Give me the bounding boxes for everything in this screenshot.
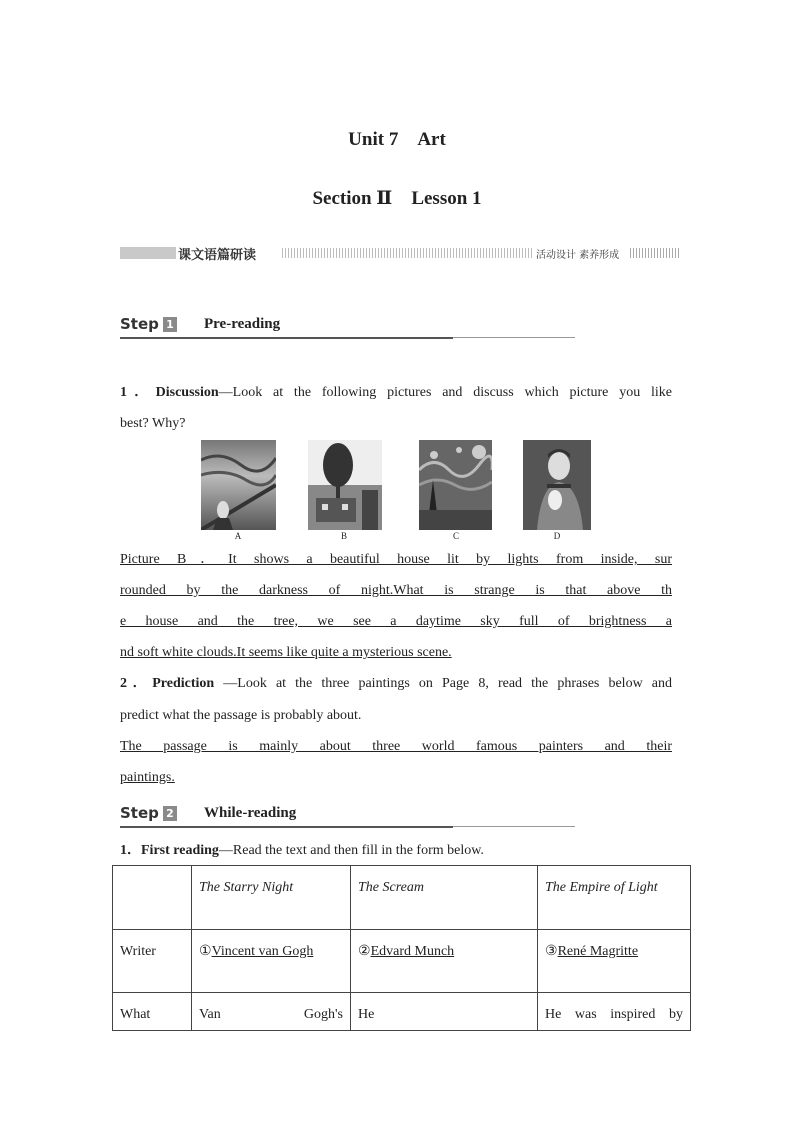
row-label-writer: Writer [113, 930, 192, 993]
table-row [113, 993, 691, 1031]
what-cell-empire-of-light: He was inspired by [538, 993, 691, 1031]
banner-middle-bar [282, 248, 532, 258]
discussion-answer-line-1: Picture B．It shows a beautiful house lit by lights from inside, sur [120, 552, 672, 567]
table-header-cell: The Empire of Light [538, 866, 691, 930]
discussion-answer-line-2: rounded by the darkness of night.What is strange is that above th [120, 583, 672, 598]
step-2-number: 2 [163, 806, 177, 821]
painting-d-image [523, 440, 591, 530]
step-1-title: Pre-reading [204, 316, 281, 332]
first-reading-label: First reading [141, 843, 219, 858]
row-label-what: What [113, 993, 192, 1031]
step-1-number: 1 [163, 317, 177, 332]
picture-label-d: D [553, 531, 561, 541]
picture-label-a: A [234, 531, 242, 541]
painting-c-image [419, 440, 492, 530]
banner-label: 课文语篇研读 [178, 248, 257, 263]
writer-cell-empire-of-light: ③René Magritte [538, 930, 691, 993]
prediction-prompt-cont: predict what the passage is probably about. [120, 708, 362, 723]
unit-title: Unit 7 Art [348, 129, 446, 150]
step-1-word: Step 1 [120, 315, 177, 333]
discussion-prompt-cont: best? Why? [120, 416, 186, 431]
table-row [113, 930, 691, 993]
section-title: Section Ⅱ Lesson 1 [312, 188, 482, 209]
section-banner [120, 244, 680, 262]
table-header-cell: The Starry Night [192, 866, 351, 930]
banner-right-label: 活动设计 素养形成 [536, 250, 620, 261]
prediction-answer-line-1: The passage is mainly about three world famous painters and their [120, 739, 672, 754]
table-header-cell [113, 866, 192, 930]
painting-a-image [201, 440, 276, 530]
what-cell-starry-night: Van Gogh's [192, 993, 351, 1031]
discussion-answer-line-4: nd soft white clouds.It seems like quite a mysterious scene. [120, 645, 452, 660]
step-1-rule [120, 337, 453, 339]
prediction-answer-line-2: paintings. [120, 770, 175, 785]
picture-label-c: C [452, 531, 459, 541]
step-2-title: While-reading [204, 805, 297, 821]
banner-right-bar [630, 248, 680, 258]
writer-cell-scream: ②Edvard Munch [351, 930, 538, 993]
picture-label-b: B [340, 531, 347, 541]
step-2-word: Step 2 [120, 804, 177, 822]
step-2-rule [120, 826, 453, 828]
reading-form-table [112, 865, 691, 1031]
prediction-prompt: 2．Prediction —Look at the three paintings on Page 8, read the phrases below and [120, 676, 672, 691]
discussion-label: Discussion [155, 385, 219, 400]
prediction-label: Prediction [152, 676, 215, 691]
banner-left-bar [120, 247, 176, 259]
what-cell-scream: He [351, 993, 538, 1031]
table-header-row [113, 866, 691, 930]
step-2-header [120, 804, 575, 827]
first-reading-prompt: 1．First reading—Read the text and then fill in the form below. [120, 843, 484, 858]
discussion-prompt: 1．Discussion—Look at the following pictures and discuss which picture you like [120, 385, 672, 400]
table-header-cell: The Scream [351, 866, 538, 930]
discussion-answer-line-3: e house and the tree, we see a daytime sky full of brightness a [120, 614, 672, 629]
step-1-header [120, 315, 575, 338]
writer-cell-starry-night: ①Vincent van Gogh [192, 930, 351, 993]
painting-b-image [308, 440, 382, 530]
